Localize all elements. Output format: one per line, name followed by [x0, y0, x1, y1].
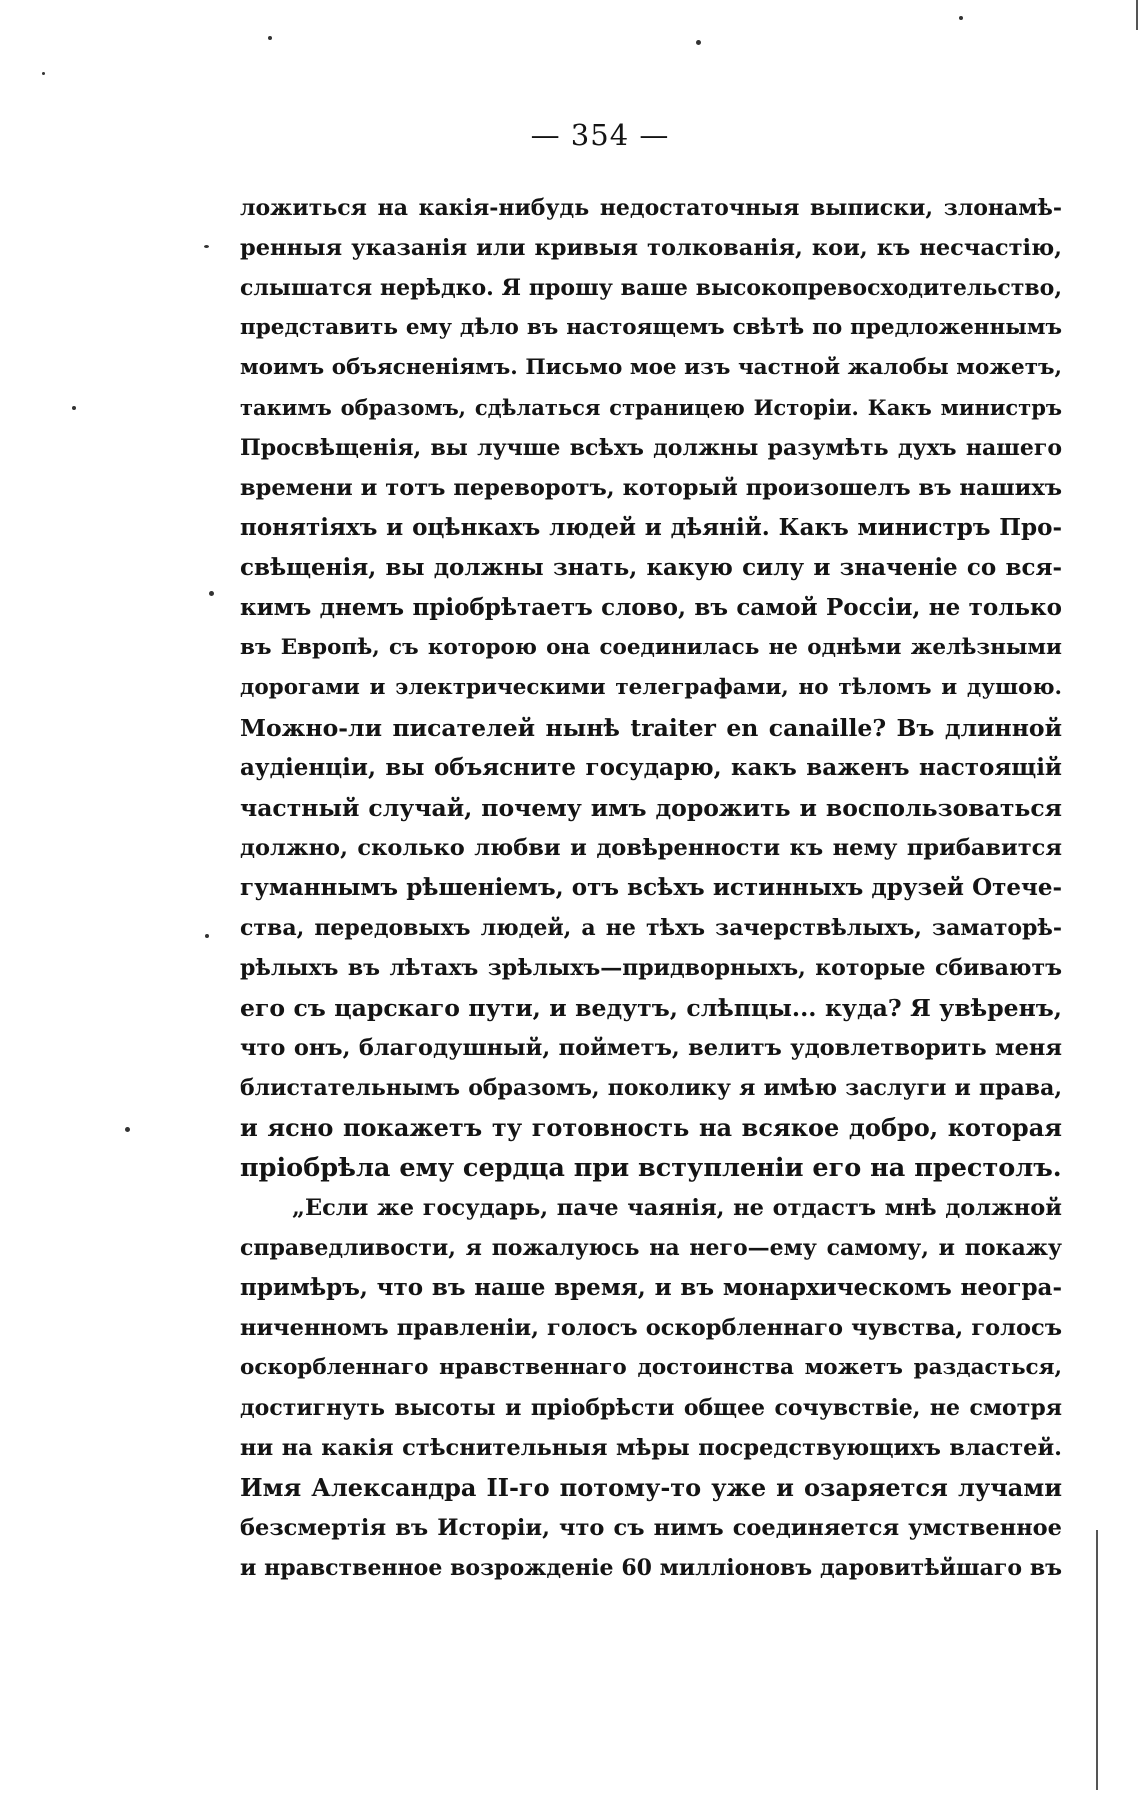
- text-line: Просвѣщенія, вы лучше всѣхъ должны разумѣть духъ нашего: [240, 435, 1062, 461]
- text-line: такимъ образомъ, сдѣлаться страницею Исторіи. Какъ министръ: [240, 395, 1062, 420]
- text-line: блистательнымъ образомъ, поколику я имѣю заслуги и права,: [240, 1075, 1062, 1101]
- text-line: гуманнымъ рѣшеніемъ, отъ всѣхъ истинныхъ друзей Отече-: [240, 874, 1062, 901]
- text-line: „Если же государь, паче чаянія, не отдастъ мнѣ должной: [292, 1195, 1062, 1221]
- text-line: и нравственное возрожденіе 60 милліоновъ даровитѣйшаго въ: [240, 1555, 1062, 1581]
- text-line: Имя Александра II-го потому-то уже и озаряется лучами: [240, 1473, 1062, 1502]
- text-line: свѣщенія, вы должны знать, какую силу и значеніе со вся-: [240, 554, 1062, 581]
- text-line: кимъ днемъ пріобрѣтаетъ слово, въ самой Россіи, не только: [240, 594, 1062, 621]
- scan-speck: [42, 72, 45, 75]
- text-line: рѣлыхъ въ лѣтахъ зрѣлыхъ—придворныхъ, которые сбиваютъ: [240, 955, 1062, 981]
- text-line: понятіяхъ и оцѣнкахъ людей и дѣяній. Какъ министръ Про-: [240, 514, 1062, 541]
- scan-speck: [204, 245, 209, 248]
- text-line: ства, передовыхъ людей, а не тѣхъ зачерствѣлыхъ, заматорѣ-: [240, 915, 1062, 941]
- text-line: ниченномъ правленіи, голосъ оскорбленнаго чувства, голосъ: [240, 1315, 1062, 1341]
- text-line: пріобрѣла ему сердца при вступленіи его на престолъ.: [240, 1153, 1062, 1183]
- paragraph: [240, 188, 1062, 1188]
- text-line: безсмертія въ Исторіи, что съ нимъ соединяется умственное: [240, 1515, 1062, 1541]
- scan-edge-line: [1096, 1530, 1098, 1790]
- text-line: примѣръ, что въ наше время, и въ монархическомъ неогра-: [240, 1274, 1062, 1301]
- text-line: его съ царскаго пути, и ведутъ, слѣпцы... куда? Я увѣренъ,: [240, 994, 1062, 1022]
- text-line: ни на какія стѣснительныя мѣры посредствующихъ властей.: [240, 1435, 1062, 1461]
- body-text: [240, 188, 1062, 1588]
- text-line: слышатся нерѣдко. Я прошу ваше высокопревосходительство,: [240, 275, 1062, 301]
- text-line: представить ему дѣло въ настоящемъ свѣтѣ по предложеннымъ: [240, 315, 1062, 340]
- text-line: справедливости, я пожалуюсь на него—ему самому, и покажу: [240, 1235, 1062, 1261]
- scan-speck: [125, 1127, 130, 1132]
- paragraph: [240, 1188, 1062, 1588]
- text-line: ложиться на какія-нибудь недостаточныя выписки, злонамѣ-: [240, 195, 1062, 221]
- scan-speck: [268, 36, 272, 40]
- text-line: дорогами и электрическими телеграфами, но тѣломъ и душою.: [240, 675, 1062, 700]
- text-line: достигнуть высоты и пріобрѣсти общее сочувствіе, не смотря: [240, 1395, 1062, 1421]
- text-line: ренныя указанія или кривыя толкованія, кои, къ несчастію,: [240, 235, 1062, 261]
- text-line: оскорбленнаго нравственнаго достоинства можетъ раздасться,: [240, 1355, 1062, 1380]
- page-number: — 354 —: [530, 118, 670, 152]
- scan-edge-line: [1136, 0, 1138, 30]
- text-line: моимъ объясненіямъ. Письмо мое изъ частной жалобы можетъ,: [240, 355, 1062, 380]
- text-line: должно, сколько любви и довѣренности къ нему прибавится: [240, 835, 1062, 861]
- text-line: Можно-ли писателей нынѣ traiter en canaille? Въ длинной: [240, 714, 1062, 742]
- scan-speck: [696, 40, 701, 45]
- text-line: въ Европѣ, съ которою она соединилась не однѣми желѣзными: [240, 635, 1062, 660]
- scan-speck: [72, 406, 76, 410]
- text-line: что онъ, благодушный, пойметъ, велитъ удовлетворить меня: [240, 1035, 1062, 1061]
- scan-speck: [205, 934, 209, 938]
- text-line: времени и тотъ переворотъ, который произошелъ въ нашихъ: [240, 475, 1062, 501]
- scan-speck: [959, 16, 963, 20]
- text-line: частный случай, почему имъ дорожить и воспользоваться: [240, 794, 1062, 822]
- scan-speck: [209, 591, 214, 596]
- text-line: и ясно покажетъ ту готовность на всякое добро, которая: [240, 1113, 1062, 1142]
- text-line: аудіенціи, вы объясните государю, какъ важенъ настоящій: [240, 754, 1062, 781]
